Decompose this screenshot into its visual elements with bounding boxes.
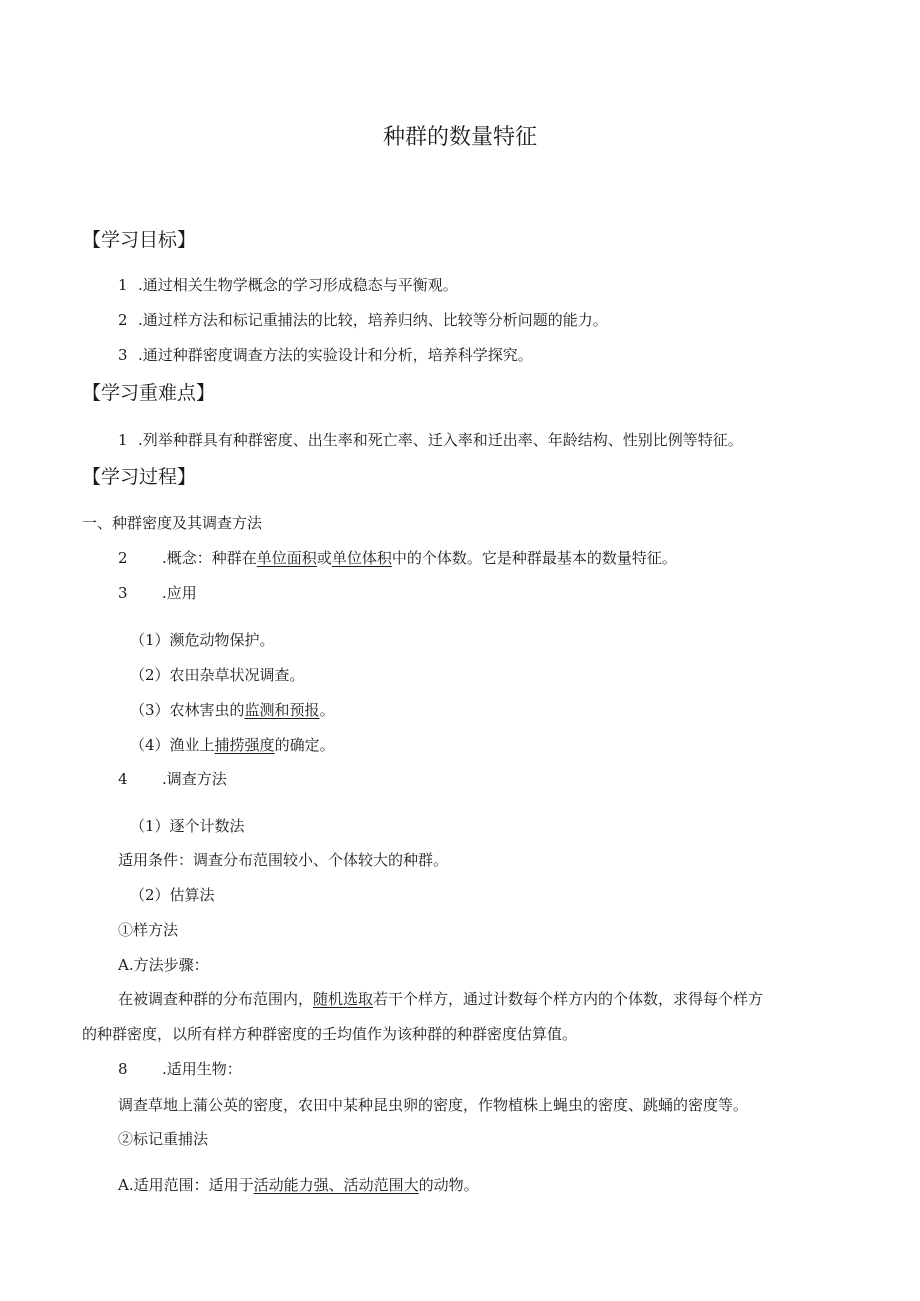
item-text: （4）渔业上 bbox=[130, 736, 215, 754]
objectives-heading: 【学习目标】 bbox=[82, 229, 197, 251]
concept-text: 中的个体数。它是种群最基本的数量特征。 bbox=[391, 549, 677, 567]
method-line bbox=[118, 769, 227, 789]
item-number: 4 bbox=[118, 770, 128, 788]
item-number: 2 bbox=[118, 311, 128, 329]
scope-line bbox=[118, 1175, 479, 1195]
item-text: 。 bbox=[319, 701, 335, 719]
objective-item-1 bbox=[118, 275, 458, 295]
section-heading: 一、种群密度及其调查方法 bbox=[82, 514, 263, 532]
underlined-term: 活动能力强、活动范围大 bbox=[253, 1176, 419, 1194]
item-text: .列举种群具有种群密度、出生率和死亡率、迁入率和迁出率、年龄结构、性别比例等特征。 bbox=[138, 431, 743, 449]
steps-paragraph-line-1 bbox=[118, 989, 763, 1009]
item-text: .调查方法 bbox=[162, 770, 227, 788]
quadrat-heading: ①样方法 bbox=[118, 921, 179, 939]
paragraph-text: 在被调查种群的分布范围内， bbox=[118, 990, 314, 1008]
apply-item-1: （1）濒危动物保护。 bbox=[130, 631, 275, 649]
item-text: 的动物。 bbox=[418, 1176, 479, 1194]
apply-line bbox=[118, 583, 197, 603]
underlined-term: 捕捞强度 bbox=[214, 736, 275, 754]
item-text: .通过相关生物学概念的学习形成稳态与平衡观。 bbox=[138, 276, 458, 294]
underlined-term: 监测和预报 bbox=[244, 701, 320, 719]
item-text: .通过种群密度调查方法的实验设计和分析，培养科学探究。 bbox=[138, 346, 533, 364]
keypoint-item-1 bbox=[118, 430, 743, 450]
paragraph-text: 若干个样方，通过计数每个样方内的个体数，求得每个样方 bbox=[373, 990, 764, 1008]
organisms-text: 调查草地上蒲公英的密度，农田中某种昆虫卵的密度，作物植株上蝇虫的密度、跳蛹的密度等。 bbox=[118, 1096, 749, 1114]
concept-text: .概念：种群在 bbox=[162, 549, 257, 567]
apply-item-3 bbox=[130, 700, 335, 720]
concept-text: 或 bbox=[316, 549, 332, 567]
item-number: 1 bbox=[118, 276, 128, 294]
method-subheading: （2）估算法 bbox=[130, 886, 215, 904]
process-heading: 【学习过程】 bbox=[82, 466, 197, 488]
item-text: .适用生物： bbox=[162, 1060, 242, 1078]
item-text: 的确定。 bbox=[274, 736, 335, 754]
item-number: 8 bbox=[118, 1060, 128, 1078]
keypoints-heading: 【学习重难点】 bbox=[82, 382, 216, 404]
method-condition: 适用条件：调查分布范围较小、个体较大的种群。 bbox=[118, 851, 449, 869]
page-title: 种群的数量特征 bbox=[382, 125, 537, 150]
steps-paragraph-line-2: 的种群密度，以所有样方种群密度的壬均值作为该种群的种群密度估算值。 bbox=[82, 1025, 578, 1043]
objective-item-3 bbox=[118, 345, 533, 365]
underlined-term: 单位体积 bbox=[331, 549, 392, 567]
mark-recapture-heading: ②标记重捕法 bbox=[118, 1130, 209, 1148]
organisms-line bbox=[118, 1059, 242, 1079]
item-text: .应用 bbox=[162, 584, 197, 602]
apply-item-2: （2）农田杂草状况调查。 bbox=[130, 666, 305, 684]
method-subheading: （1）逐个计数法 bbox=[130, 817, 245, 835]
item-text: A.适用范围：适用于 bbox=[118, 1176, 254, 1194]
item-number: 1 bbox=[118, 431, 128, 449]
concept-line bbox=[118, 548, 677, 568]
apply-item-4 bbox=[130, 735, 335, 755]
item-text: （3）农林害虫的 bbox=[130, 701, 245, 719]
steps-label: A.方法步骤： bbox=[118, 956, 209, 974]
item-number: 3 bbox=[118, 584, 128, 602]
item-text: .通过样方法和标记重捕法的比较，培养归纳、比较等分析问题的能力。 bbox=[138, 311, 608, 329]
item-number: 3 bbox=[118, 346, 128, 364]
item-number: 2 bbox=[118, 549, 128, 567]
underlined-term: 随机选取 bbox=[313, 990, 374, 1008]
objective-item-2 bbox=[118, 310, 608, 330]
underlined-term: 单位面积 bbox=[256, 549, 317, 567]
